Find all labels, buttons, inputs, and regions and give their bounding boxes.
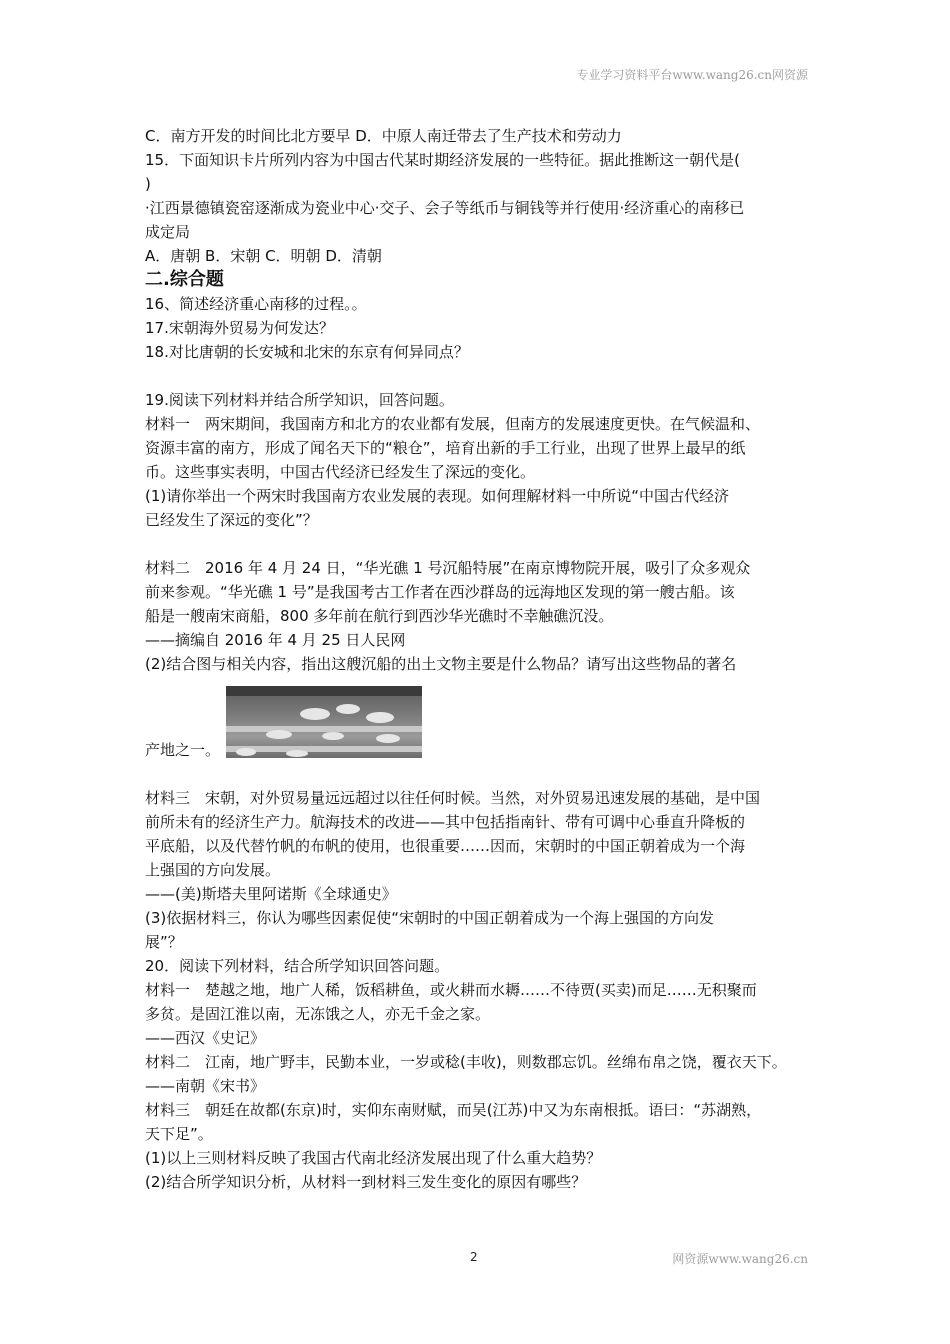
page-number: 2 — [470, 1250, 478, 1264]
material-line: 平底船，以及代替竹帆的布帆的使用，也很重要……因而，宋朝时的中国正朝着成为一个海 — [145, 837, 746, 855]
material-line: 币。这些事实表明，中国古代经济已经发生了深远的变化。 — [145, 463, 536, 481]
material-source: ——西汉《史记》 — [145, 1029, 266, 1047]
text-line: C．南方开发的时间比北方要早 D．中原人南迁带去了生产技术和劳动力 — [145, 127, 622, 145]
sub-question: 已经发生了深远的变化”？ — [145, 511, 318, 529]
sub-question: (2)结合所学知识分析，从材料一到材料三发生变化的原因有哪些？ — [145, 1173, 587, 1191]
section-title: 二.综合题 — [145, 269, 224, 290]
sub-question: (2)结合图与相关内容，指出这艘沉船的出土文物主要是什么物品？请写出这些物品的著名 — [145, 655, 737, 673]
material-line: 前所未有的经济生产力。航海技术的改进——其中包括指南针、带有可调中心垂直升降板的 — [145, 813, 746, 831]
question-15-stem: 15．下面知识卡片所列内容为中国古代某时期经济发展的一些特征。据此推断这一朝代是( — [145, 151, 740, 169]
sub-question: (1)以上三则材料反映了我国古代南北经济发展出现了什么重大趋势？ — [145, 1149, 602, 1167]
question-16: 16、简述经济重心南移的过程。。 — [145, 295, 367, 313]
material-line: 材料一 楚越之地，地广人稀，饭稻耕鱼，或火耕而水耨……不待贾(买卖)而足……无积聚而 — [145, 981, 757, 999]
question-19-intro: 19.阅读下列材料并结合所学知识，回答问题。 — [145, 391, 454, 409]
sub-question: (3)依据材料三，你认为哪些因素促使“宋朝时的中国正朝着成为一个海上强国的方向发 — [145, 909, 715, 927]
material-source: ——(美)斯塔夫里阿诺斯《全球通史》 — [145, 885, 397, 903]
knowledge-card-line: 成定局 — [145, 223, 191, 241]
material-line: 材料二 江南，地广野丰，民勤本业，一岁或稔(丰收)，则数郡忘饥。丝绵布帛之饶，覆衣天下。 — [145, 1053, 787, 1071]
document-body — [145, 124, 810, 1194]
sub-question: 展”？ — [145, 933, 183, 951]
material-source: ——南朝《宋书》 — [145, 1077, 266, 1095]
question-18: 18.对比唐朝的长安城和北宋的东京有何异同点？ — [145, 343, 469, 361]
photo-line — [145, 676, 810, 762]
material-line: 前来参观。“华光礁 1 号”是我国考古工作者在西沙群岛的远海地区发现的第一艘古船。该 — [145, 583, 735, 601]
text-line: ) — [145, 175, 151, 193]
question-20-intro: 20．阅读下列材料，结合所学知识回答问题。 — [145, 957, 450, 975]
material-line: 资源丰富的南方，形成了闻名天下的“粮仓”，培育出新的手工行业，出现了世界上最早的纸 — [145, 439, 746, 457]
knowledge-card-line: ·江西景德镇瓷窑逐渐成为瓷业中心·交子、会子等纸币与铜钱等并行使用·经济重心的南移已 — [145, 199, 745, 217]
material-line: 材料三 宋朝，对外贸易量远远超过以往任何时候。当然，对外贸易迅速发展的基础，是中国 — [145, 789, 761, 807]
material-source: ——摘编自 2016 年 4 月 25 日人民网 — [145, 631, 406, 649]
page-header-watermark: 专业学习资料平台www.wang26.cn网资源 — [576, 68, 808, 82]
material-line: 材料二 2016 年 4 月 24 日，“华光礁 1 号沉船特展”在南京博物院开展，吸引了众多观众 — [145, 559, 751, 577]
shipwreck-artifacts-photo — [226, 686, 422, 758]
material-line: 多贫。是固江淮以南，无冻饿之人，亦无千金之家。 — [145, 1005, 491, 1023]
material-line: 材料一 两宋期间，我国南方和北方的农业都有发展，但南方的发展速度更快。在气候温和、 — [145, 415, 761, 433]
question-17: 17.宋朝海外贸易为何发达？ — [145, 319, 334, 337]
material-line: 天下足”。 — [145, 1125, 213, 1143]
material-line: 材料三 朝廷在故都(东京)时，实仰东南财赋，而吴(江苏)中又为东南根抵。语曰：“苏湖熟， — [145, 1101, 762, 1119]
material-line: 上强国的方向发展。 — [145, 861, 281, 879]
question-15-options: A．唐朝 B．宋朝 C．明朝 D．清朝 — [145, 247, 382, 265]
sub-question: 产地之一。 — [145, 741, 221, 759]
footer-watermark: 网资源www.wang26.cn — [672, 1252, 808, 1266]
material-line: 船是一艘南宋商船，800 多年前在航行到西沙华光礁时不幸触礁沉没。 — [145, 607, 614, 625]
sub-question: (1)请你举出一个两宋时我国南方农业发展的表现。如何理解材料一中所说“中国古代经济 — [145, 487, 730, 505]
